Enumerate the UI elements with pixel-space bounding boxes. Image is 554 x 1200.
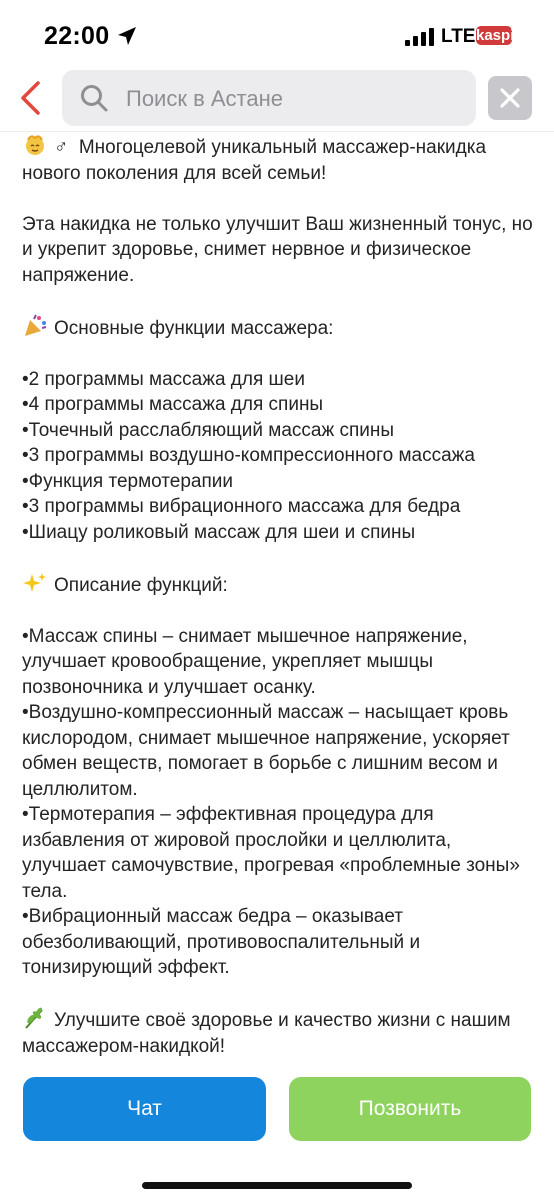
functions-list-item: •2 программы массажа для шеи — [22, 368, 305, 390]
close-icon — [499, 87, 521, 109]
herb-icon — [22, 1006, 48, 1028]
intro-paragraph — [22, 133, 534, 186]
functions-list-item: •Точечный расслабляющий массаж спины — [22, 419, 395, 441]
lead-paragraph: Эта накидка не только улучшит Ваш жизненный тонус, но и укрепит здоровье, снимет нервное и физическое напряжение. — [22, 213, 533, 286]
search-header — [0, 64, 554, 132]
male-symbol: ♂ — [54, 137, 69, 158]
status-time: 22:00 — [44, 22, 110, 50]
status-bar — [0, 0, 554, 64]
signal-icon — [405, 28, 435, 46]
search-placeholder: Поиск в Астане — [126, 86, 283, 111]
details-list-item: •Массаж спины – снимает мышечное напряжение, улучшает кровообращение, укрепляет мышцы позвоночника и улучшает осанку. — [22, 625, 468, 698]
product-description — [22, 133, 534, 1059]
functions-list-item: •4 программы массажа для спины — [22, 394, 324, 415]
functions-heading — [22, 314, 534, 342]
details-list-item: •Воздушно-компрессионный массаж – насыщает кровь кислородом, снимает мышечное напряжение, ускоряет обмен веществ, помогает в борьбе с лишним весом и целлюлитом. — [22, 702, 510, 800]
search-icon — [80, 84, 108, 112]
party-popper-icon — [22, 314, 48, 336]
massage-face-icon — [22, 133, 48, 155]
watermark: kaspi.kz — [476, 27, 535, 44]
details-heading — [22, 571, 534, 599]
chat-button-label: Чат — [127, 1097, 162, 1120]
functions-list-item: •Шиацу роликовый массаж для шеи и спины — [22, 521, 416, 543]
back-button[interactable] — [10, 76, 50, 120]
home-indicator[interactable] — [142, 1182, 412, 1189]
network-type: LTE — [441, 26, 476, 47]
close-button[interactable] — [488, 76, 532, 120]
closing-paragraph — [22, 1006, 534, 1059]
call-button-label: Позвонить — [358, 1097, 462, 1120]
functions-list-item: •Функция термотерапии — [22, 470, 234, 492]
details-title: Описание функций: — [54, 574, 228, 596]
functions-list-item: •3 программы вибрационного массажа для бедра — [22, 496, 461, 517]
back-chevron-icon — [18, 80, 42, 116]
intro-text: Многоцелевой уникальный массажер-накидка нового поколения для всей семьи! — [22, 137, 487, 184]
search-input[interactable] — [62, 70, 476, 126]
closing-text: Улучшите своё здоровье и качество жизни с нашим массажером-накидкой! — [22, 1010, 511, 1057]
details-list-item: •Термотерапия – эффективная процедура для избавления от жировой прослойки и целлюлита, улучшает самочувствие, прогревая «проблемные зоны» тела. — [22, 804, 520, 902]
sparkles-icon — [22, 571, 48, 593]
chat-button[interactable] — [23, 1077, 266, 1141]
call-button[interactable] — [289, 1077, 531, 1141]
location-arrow-icon — [116, 25, 138, 47]
functions-list-item: •3 программы воздушно-компрессионного массажа — [22, 445, 475, 466]
functions-title: Основные функции массажера: — [54, 317, 334, 339]
details-list-item: •Вибрационный массаж бедра – оказывает обезболивающий, противовоспалительный и тонизирующий эффект. — [22, 906, 421, 978]
